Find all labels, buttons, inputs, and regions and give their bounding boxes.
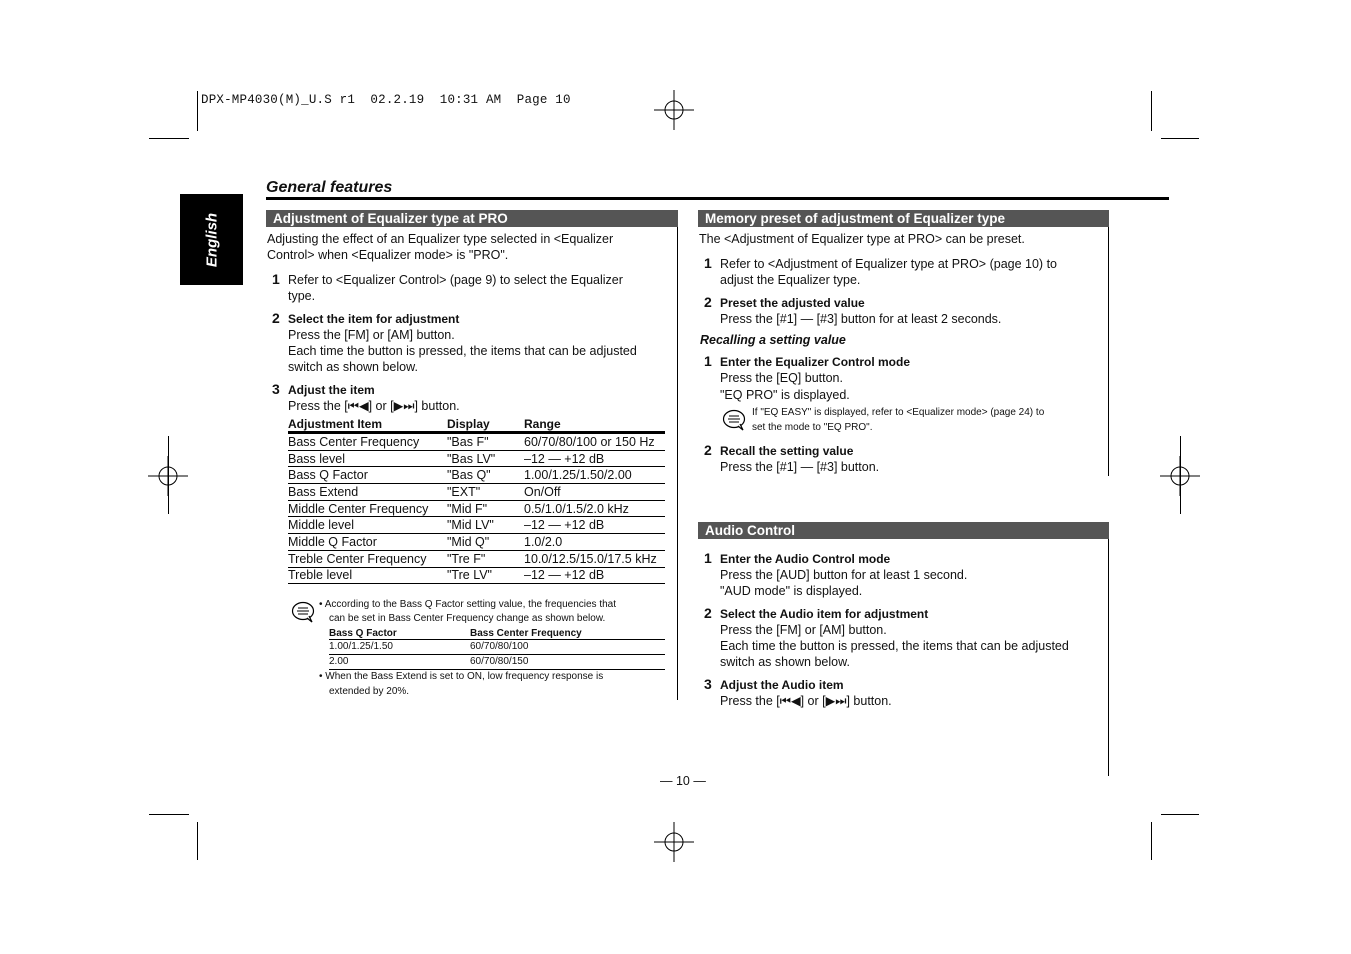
table-cell: Treble Center Frequency [288,550,447,567]
table-row [329,640,665,655]
step-text: Press the [EQ] button. [720,371,843,385]
table-row [288,567,665,584]
intro-line: Control> when <Equalizer mode> is "PRO". [267,248,509,262]
table-row [288,517,665,534]
step-number: 3 [704,676,712,692]
table-cell: Middle Center Frequency [288,500,447,517]
note-text: can be set in Bass Center Frequency change as shown below. [329,613,606,624]
note-icon [722,409,746,431]
table-cell: 10.0/12.5/15.0/17.5 kHz [524,550,665,567]
table-cell: "Bas F" [447,433,524,451]
step-text: Press the [AUD] button for at least 1 second. [720,568,968,582]
table-cell: "Bas LV" [447,450,524,467]
step-text: Press the [⏮◀] or [▶⏭] button. [720,694,892,708]
table-row [288,534,665,551]
table-row [288,484,665,501]
step-number: 2 [704,442,712,458]
table-cell: 1.00/1.25/1.50 [329,640,470,655]
table-cell: 60/70/80/100 [470,640,665,655]
step-text: Refer to <Equalizer Control> (page 9) to select the Equalizer [288,273,623,287]
column-divider [677,210,678,700]
step-number: 2 [704,605,712,621]
step-title: Enter the Equalizer Control mode [720,355,911,369]
column-header: Display [447,416,524,433]
table-cell: –12 — +12 dB [524,567,665,584]
step-text: "AUD mode" is displayed. [720,584,863,598]
table-row [288,550,665,567]
table-cell: 60/70/80/150 [470,654,665,669]
step-text: switch as shown below. [720,655,850,669]
step-text: adjust the Equalizer type. [720,273,861,287]
step-text: Refer to <Adjustment of Equalizer type at PRO> (page 10) to [720,257,1057,271]
table-cell: –12 — +12 dB [524,450,665,467]
step-number: 2 [704,294,712,310]
table-cell: 2.00 [329,654,470,669]
step-title: Adjust the Audio item [720,678,844,692]
table-row [288,433,665,451]
column-header: Bass Q Factor [329,627,470,640]
step-title: Enter the Audio Control mode [720,552,891,566]
table-cell: "Mid F" [447,500,524,517]
registration-mark-icon [654,90,694,130]
table-cell: Bass level [288,450,447,467]
column-header: Bass Center Frequency [470,627,665,640]
table-cell: Bass Extend [288,484,447,501]
step-title: Adjust the item [288,383,375,397]
table-cell: 1.0/2.0 [524,534,665,551]
table-row [288,450,665,467]
table-cell: Middle level [288,517,447,534]
column-header: Adjustment Item [288,416,447,433]
page-number: — 10 — [660,774,706,788]
subheading: Recalling a setting value [700,333,846,347]
step-number: 3 [272,381,280,397]
language-tab: English [180,194,243,285]
crop-mark [1180,436,1181,514]
step-text: Press the [⏮◀] or [▶⏭] button. [288,399,460,413]
step-title: Preset the adjusted value [720,296,865,310]
table-cell: "Bas Q" [447,467,524,484]
step-text: switch as shown below. [288,360,418,374]
table-cell: Bass Center Frequency [288,433,447,451]
registration-mark-icon [654,822,694,862]
table-header-row [288,416,665,433]
bass-q-table [329,627,665,670]
step-text: Each time the button is pressed, the items that can be adjusted [720,639,1069,653]
table-cell: Treble level [288,567,447,584]
step-text: Press the [FM] or [AM] button. [720,623,887,637]
step-number: 1 [704,255,712,271]
table-cell: On/Off [524,484,665,501]
table-cell: 0.5/1.0/1.5/2.0 kHz [524,500,665,517]
intro-line: The <Adjustment of Equalizer type at PRO> can be preset. [699,232,1025,246]
table-cell: Bass Q Factor [288,467,447,484]
step-text: Press the [#1] — [#3] button. [720,460,880,474]
table-row [288,500,665,517]
section-heading: Adjustment of Equalizer type at PRO [266,210,678,227]
section-heading: Audio Control [698,522,1109,539]
crop-mark [197,91,198,131]
step-text: "EQ PRO" is displayed. [720,388,850,402]
section-heading: Memory preset of adjustment of Equalizer type [698,210,1109,227]
step-text: Press the [#1] — [#3] button for at least 2 seconds. [720,312,1002,326]
crop-mark [1151,822,1152,860]
column-header: Range [524,416,665,433]
step-title: Recall the setting value [720,444,854,458]
table-cell: 1.00/1.25/1.50/2.00 [524,467,665,484]
note-text: • When the Bass Extend is set to ON, low frequency response is [319,671,604,682]
step-number: 1 [704,353,712,369]
crop-mark [1161,814,1199,815]
column-divider [1108,210,1109,476]
crop-mark [1161,138,1199,139]
crop-mark [149,814,189,815]
step-text: Press the [FM] or [AM] button. [288,328,455,342]
crop-mark [1151,91,1152,131]
table-cell: "Tre F" [447,550,524,567]
crop-mark [149,138,189,139]
table-cell: "Mid LV" [447,517,524,534]
print-slug: DPX-MP4030(M)_U.S r1 02.2.19 10:31 AM Page 10 [201,93,571,107]
step-number: 2 [272,310,280,326]
table-cell: 60/70/80/100 or 150 Hz [524,433,665,451]
table-cell: –12 — +12 dB [524,517,665,534]
column-divider [1108,522,1109,776]
note-text: set the mode to "EQ PRO". [752,422,873,433]
table-cell: "Tre LV" [447,567,524,584]
table-cell: "Mid Q" [447,534,524,551]
table-cell: Middle Q Factor [288,534,447,551]
step-number: 1 [704,550,712,566]
crop-mark [168,436,169,514]
crop-mark [197,822,198,860]
step-title: Select the item for adjustment [288,312,460,326]
note-text: • According to the Bass Q Factor setting value, the frequencies that [319,599,616,610]
step-text: type. [288,289,316,303]
table-row [329,654,665,669]
table-row [288,467,665,484]
note-icon [291,601,315,623]
step-text: Each time the button is pressed, the items that can be adjusted [288,344,637,358]
title-rule [266,197,1169,200]
step-number: 1 [272,271,280,287]
table-cell: "EXT" [447,484,524,501]
adjustment-table [288,416,665,584]
table-header-row [329,627,665,640]
page-title: General features [266,179,393,196]
intro-line: Adjusting the effect of an Equalizer type selected in <Equalizer [267,232,614,246]
step-title: Select the Audio item for adjustment [720,607,929,621]
note-text: extended by 20%. [329,686,410,697]
note-text: If "EQ EASY" is displayed, refer to <Equalizer mode> (page 24) to [752,407,1045,418]
